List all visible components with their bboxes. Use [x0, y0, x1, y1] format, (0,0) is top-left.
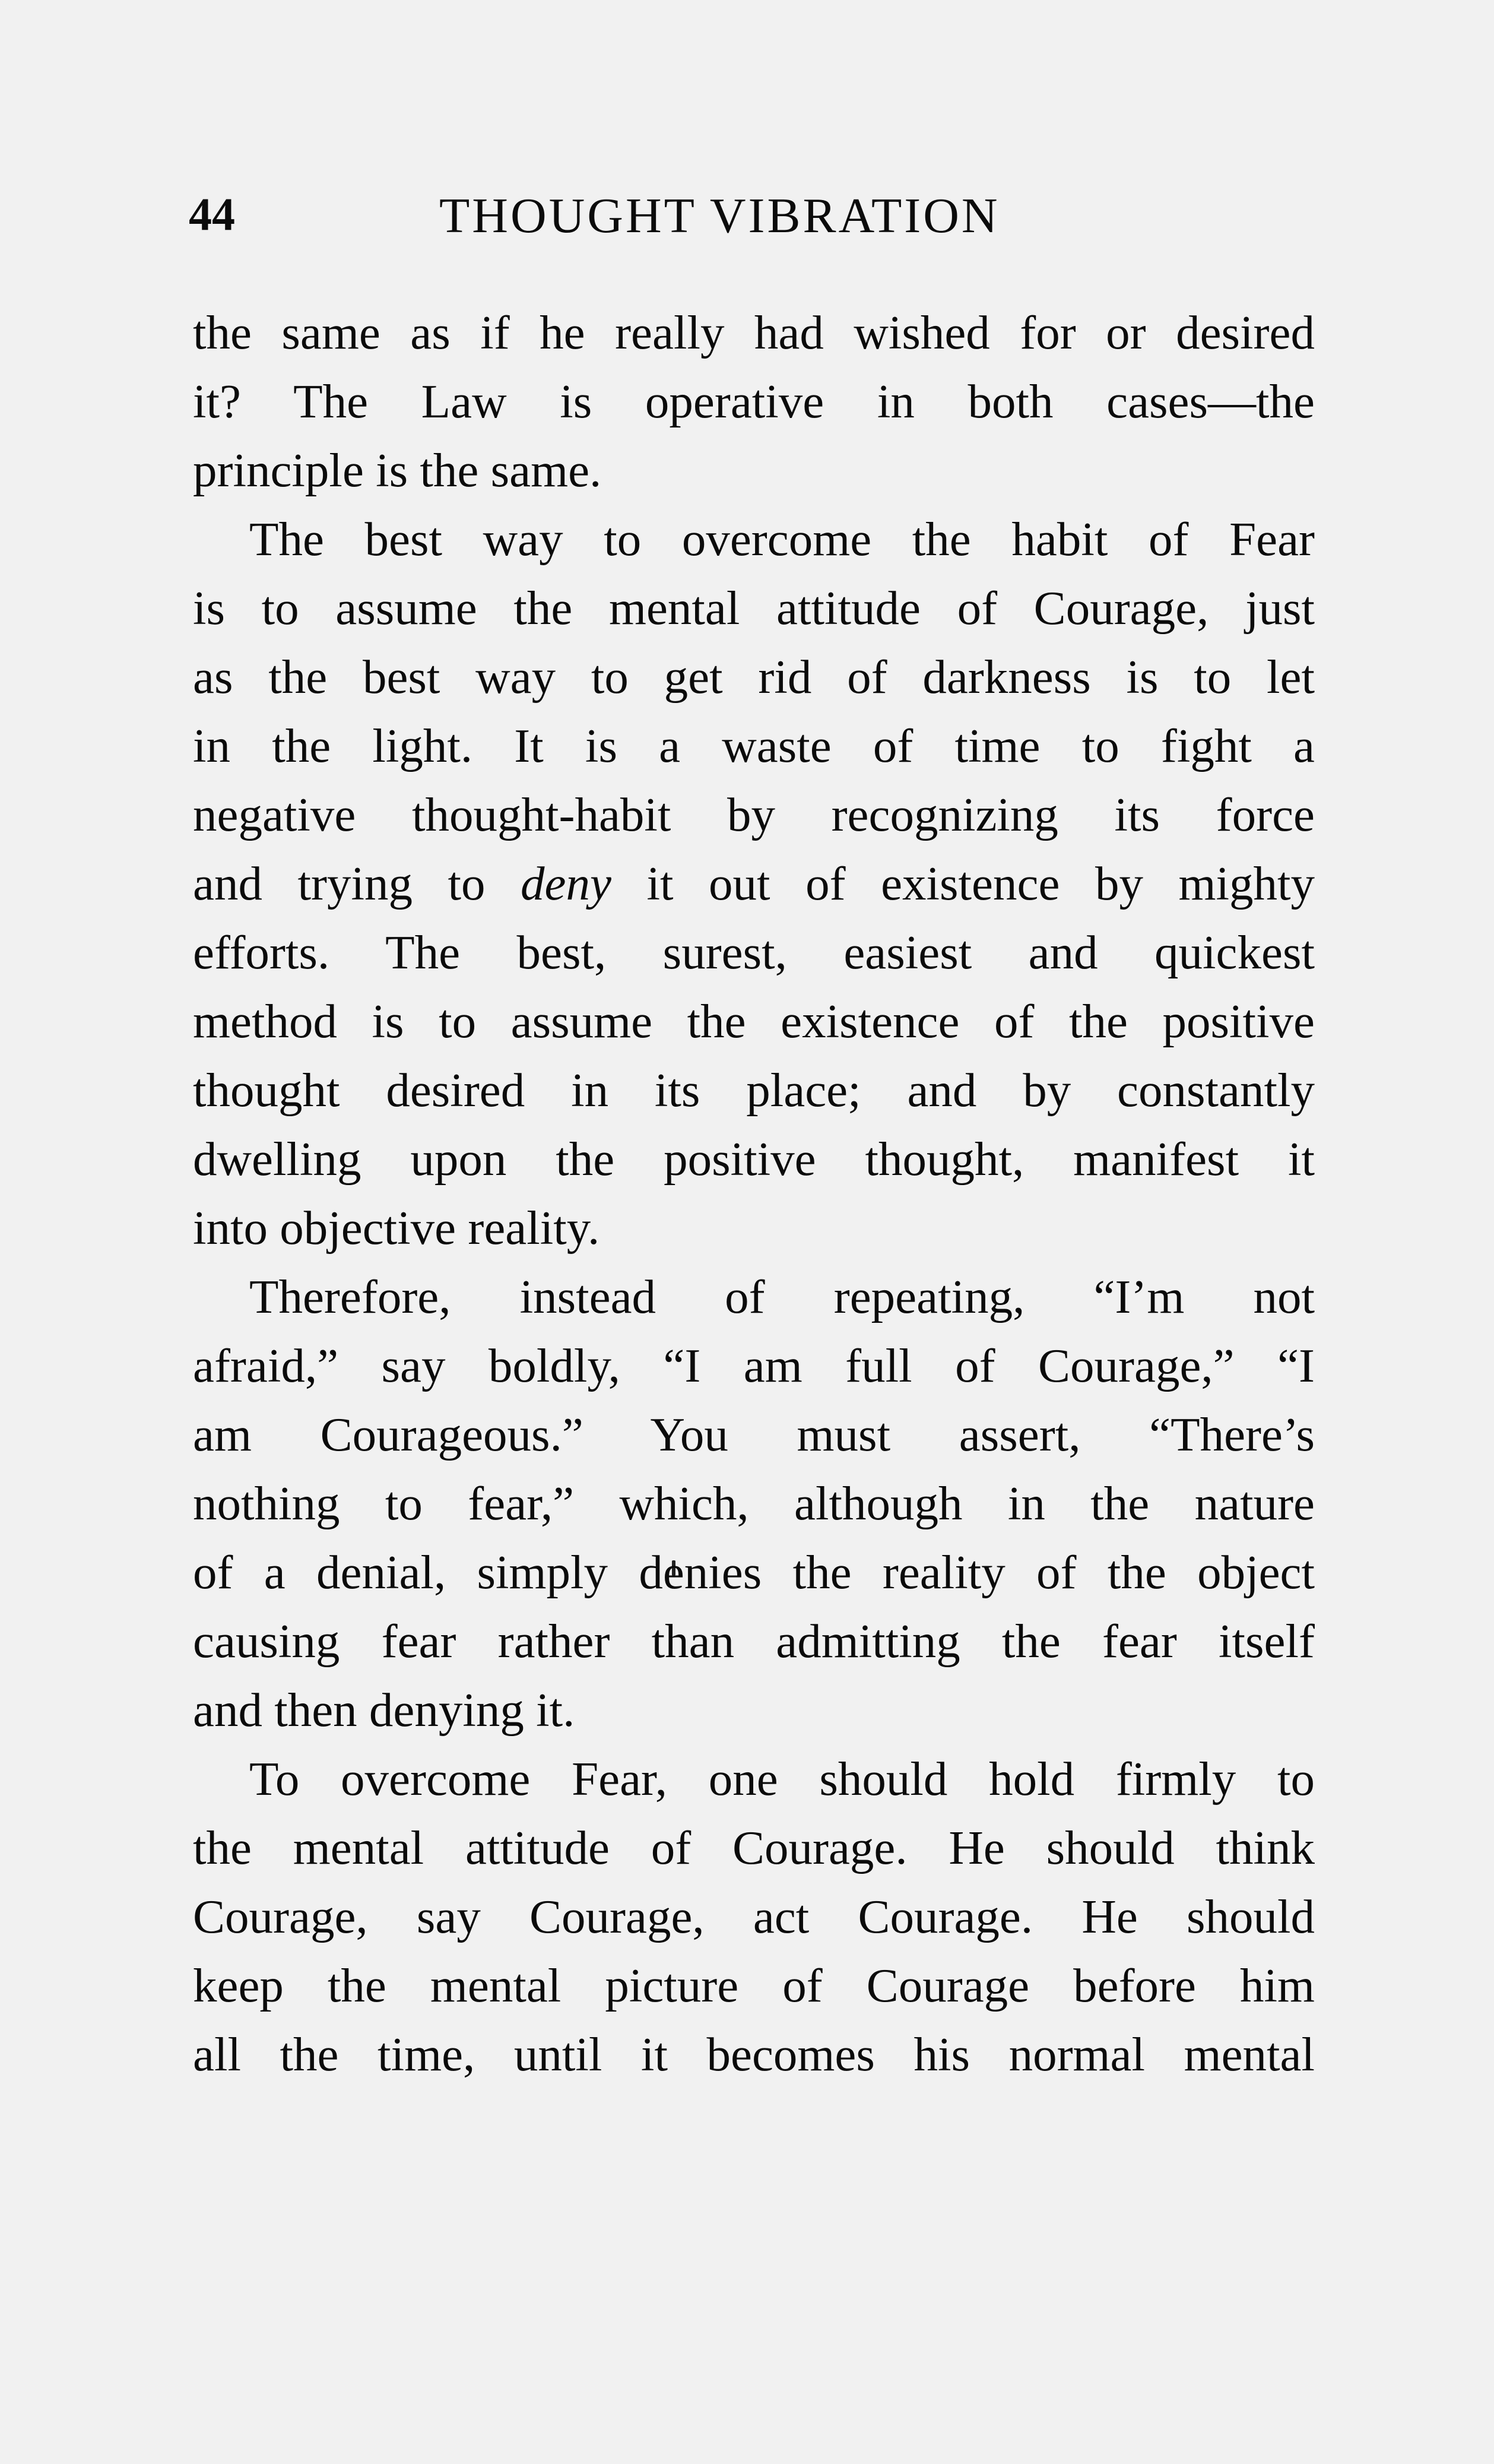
emphasis-word: deny [521, 857, 611, 910]
text-line: is to assume the mental attitude of Courage, just [193, 581, 1315, 635]
text-line: To overcome Fear, one should hold firmly to [249, 1752, 1315, 1806]
text-line: into objective reality. [193, 1201, 600, 1255]
text-line: am Courageous.” You must assert, “There’s [193, 1408, 1315, 1461]
text-line: the same as if he really had wished for or desired [193, 306, 1315, 359]
text-line: all the time, until it becomes his normal mental [193, 2028, 1315, 2081]
text-line: Therefore, instead of repeating, “I’m not [249, 1270, 1315, 1323]
text-line: and then denying it. [193, 1683, 575, 1737]
text-line: efforts. The best, surest, easiest and quickest [193, 926, 1315, 979]
text-line: the mental attitude of Courage. He should think [193, 1821, 1315, 1874]
text-line: it? The Law is operative in both cases—the [193, 375, 1315, 428]
text-line: afraid,” say boldly, “I am full of Courage,” “I [193, 1339, 1315, 1392]
text-line: principle is the same. [193, 444, 602, 497]
text-line: method is to assume the existence of the positive [193, 995, 1315, 1048]
page-header [189, 178, 1317, 255]
text-line: of a denial, simply denies the reality of the object [193, 1545, 1315, 1599]
paragraph [193, 1262, 1315, 1744]
text-fragment: and trying to [193, 857, 521, 910]
text-line [193, 849, 1315, 918]
paragraph [193, 505, 1315, 1262]
text-line: nothing to fear,” which, although in the nature [193, 1477, 1315, 1530]
paragraph [193, 298, 1315, 505]
text-line: in the light. It is a waste of time to fight a [193, 719, 1315, 772]
text-line: thought desired in its place; and by constantly [193, 1063, 1315, 1117]
text-line: Courage, say Courage, act Courage. He should [193, 1890, 1315, 1943]
text-line: causing fear rather than admitting the fear itself [193, 1614, 1315, 1668]
text-fragment: it out of existence by mighty [611, 857, 1315, 910]
text-line: negative thought-habit by recognizing its force [193, 788, 1315, 841]
text-line: dwelling upon the positive thought, manifest it [193, 1132, 1315, 1186]
text-line: The best way to overcome the habit of Fear [249, 512, 1315, 566]
page-number: 44 [189, 188, 235, 240]
page-body [193, 298, 1315, 2089]
text-line: as the best way to get rid of darkness is to let [193, 650, 1315, 704]
paragraph [193, 1744, 1315, 2089]
running-title: THOUGHT VIBRATION [439, 188, 1000, 243]
text-line: keep the mental picture of Courage before him [193, 1959, 1315, 2012]
